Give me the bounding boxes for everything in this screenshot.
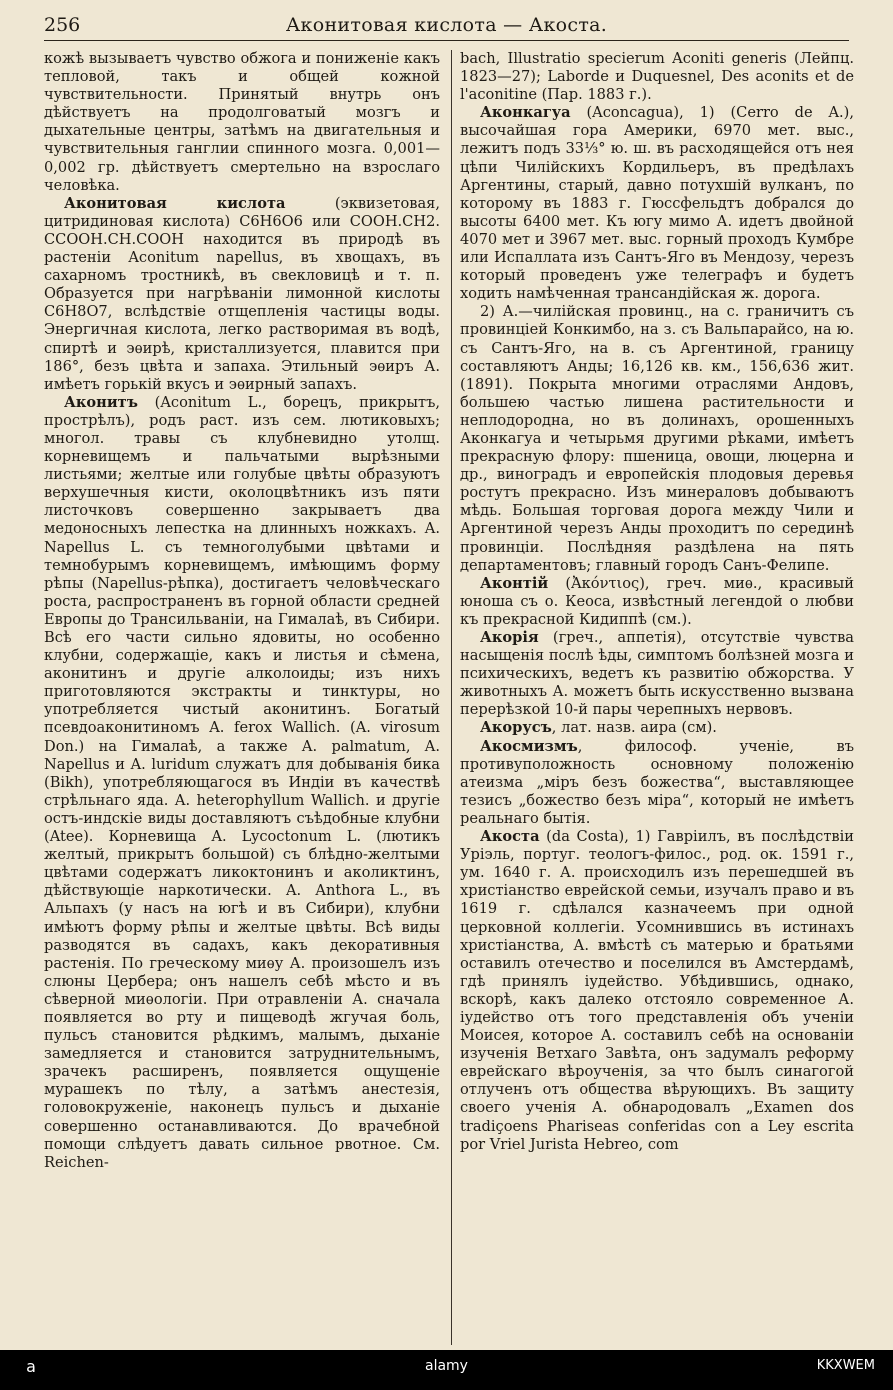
dictionary-entry <box>460 719 854 737</box>
entry-headword: Аконкагуа <box>480 104 571 122</box>
right-text-column <box>460 50 854 1350</box>
watermark-site: alamy <box>425 1358 468 1374</box>
paragraph: кожѣ вызываетъ чувство обжога и пониженіе какъ тепловой, такъ и общей кожной чувствительности. Принятый внутрь онъ дѣйствуетъ на продолговатый мозгъ и дыхательные центры, затѣмъ на двигательныя и чувствительныя ганглии спинного мозга. 0,001—0,002 гр. дѣйствуетъ смертельно на взрослаго человѣка. <box>44 50 440 194</box>
entry-headword: Аконтій <box>480 574 549 592</box>
dictionary-entry <box>44 394 440 1172</box>
entry-headword: Акосмизмъ <box>480 737 578 755</box>
entry-headword: Акоста <box>480 828 540 846</box>
entry-text: (da Costa), 1) Гавріилъ, въ послѣдствіи Уріэль, португ. теологъ-филос., род. ок. 1591 г., ум. 1640 г. А. происходилъ изъ перешедшей въ христіанство еврейской семьи, изучалъ право и въ 1619 г. сдѣлался казначеемъ при одной церковной коллегіи. Усомнившись въ истинахъ христіанства, А. вмѣстѣ съ матерью и братьями оставилъ отечество и поселился въ Амстердамѣ, гдѣ принялъ іудейство. Убѣдившись, однако, вскорѣ, какъ далеко отстояло современное А. іудейство отъ того представленія объ ученіи Моисея, которое А. составилъ себѣ на основаніи изученія Ветхаго Завѣта, онъ задумалъ реформу еврейскаго вѣроученія, за что былъ синагогой отлученъ отъ общества вѣрующихъ. Въ защиту своего ученія А. обнародовалъ „Examen dos tradiçoens Phariseas conferidas con a Ley escrita por Vriel Jurista Hebreo, com <box>460 828 854 1153</box>
dictionary-entry <box>460 738 854 828</box>
dictionary-entry <box>460 575 854 629</box>
dictionary-entry <box>460 828 854 1154</box>
entry-text: (Ἀκόντιος), греч. миѳ., красивый юноша съ о. Кеоса, извѣстный легендой о любви къ прекрасной Кидиппѣ (см.). <box>460 574 854 628</box>
entry-text: , философ. ученіе, въ противуположность основному положенію атеизма „міръ безъ божества“, выставляющее тезисъ „божество безъ міра“, который не имѣетъ реальнаго бытія. <box>460 737 854 827</box>
entry-text: , лат. назв. аира (см). <box>551 719 717 737</box>
paragraph: 2) А.—чилійская провинц., на с. граничитъ съ провинціей Конкимбо, на з. съ Вальпарайсо, на ю. съ Сантъ-Яго, на в. съ Аргентиной, границу составляютъ Анды; 16,126 кв. км., 156,636 жит. (1891). Покрыта многими отраслями Андовъ, большею частью лишена растительности и неплодородна, но въ долинахъ, орошенныхъ Аконкагуа и четырьмя другими рѣками, имѣетъ прекрасную флору: пшеница, овощи, люцерна и др., виноградъ и европейскія плодовыя деревья ростутъ прекрасно. Изъ минераловъ добываютъ мѣдь. Большая торговая дорога между Чили и Аргентиной черезъ Анды проходитъ по серединѣ провинціи. Послѣдняя раздѣлена на пять департаментовъ; главный городъ Санъ-Фелипе. <box>460 303 854 574</box>
page-header <box>44 12 849 41</box>
dictionary-entry <box>460 104 854 303</box>
running-head: Аконитовая кислота — Акоста. <box>285 14 608 36</box>
watermark-id: KKXWEM <box>816 1358 875 1373</box>
dictionary-entry <box>460 629 854 719</box>
entry-text: (Aconcagua), 1) (Cerro de A.), высочайшая гора Америки, 6970 мет. выс., лежитъ подъ 33⅓° ю. ш. въ расходящейся отъ нея цѣпи Чилійскихъ Кордильеръ, въ предѣлахъ Аргентины, старый, давно потухшій вулканъ, по которому въ 1883 г. Гюссфельдтъ добрался до высоты 6400 мет. Къ югу мимо А. идетъ двойной 4070 мет и 3967 мет. выс. горный проходъ Кумбре или Испаллата изъ Сантъ-Яго въ Мендозу, черезъ который проведенъ уже телеграфъ и будетъ ходить намѣченная трансандійская ж. дорога. <box>460 104 854 303</box>
entry-text: (эквизетовая, цитридиновая кислота) C6H6O6 или COOH.CH2. CCOOH.CH.COOH находится въ природѣ въ растеніи Aconitum napellus, въ хвощахъ, въ сахарномъ тростникѣ, въ свекловицѣ и т. п. Образуется при нагрѣваніи лимонной кислоты C6H8O7, вслѣдствіе отщепленія частицы воды. Энергичная кислота, легко растворимая въ водѣ, спиртѣ и эѳирѣ, кристаллизуется, плавится при 186°, безъ цвѣта и запаха. Этильный эѳиръ А. имѣетъ горькій вкусъ и эѳирный запахъ. <box>44 194 440 393</box>
paragraph: bach, Illustratio specierum Aconiti generis (Лейпц. 1823—27); Laborde и Duquesnel, Des aconits et de l'aconitine (Пар. 1883 г.). <box>460 50 854 104</box>
entry-headword: Аконитовая кислота <box>64 194 286 212</box>
dictionary-entry <box>44 195 440 394</box>
column-divider <box>451 50 452 1345</box>
entry-headword: Акорусъ <box>480 719 552 737</box>
watermark-logo: a <box>16 1352 46 1382</box>
entry-headword: Аконитъ <box>64 393 138 411</box>
entry-text: (греч., аппетія), отсутствіе чувства насыщенія послѣ ѣды, симптомъ болѣзней мозга и психическихъ, ведетъ къ развитію обжорства. У животныхъ А. можетъ быть искусственно вызвана перерѣзкой 10-й пары черепныхъ нервовъ. <box>460 629 854 719</box>
page-number: 256 <box>44 14 81 36</box>
entry-headword: Акорія <box>480 629 539 646</box>
left-text-column <box>44 50 440 1350</box>
entry-text: (Aconitum L., борецъ, прикрытъ, прострѣлъ), родъ раст. изъ сем. лютиковыхъ; многол. травы съ клубневидно утолщ. корневищемъ и пальчатыми вырѣзными листьями; желтые или голубые цвѣты образуютъ верхушечныя кисти, околоцвѣтникъ изъ пяти листочковъ совершенно закрываетъ два медоносныхъ лепестка на длинныхъ ножкахъ. A. Napellus L. съ темноголубыми цвѣтами и темнобурымъ корневищемъ, имѣющимъ форму рѣпы (Napellus-рѣпка), достигаетъ человѣческаго роста, распространенъ въ горной области средней Европы до Трансильваніи, на Гималаѣ, въ Сибири. Всѣ его части сильно ядовиты, но особенно клубни, содержащіе, какъ и листья и сѣмена, аконитинъ и другіе алколоиды; изъ нихъ приготовляются экстракты и тинктуры, но употребляется чистый аконитинъ. Богатый псевдоаконитиномъ A. ferox Wallich. (A. virosum Don.) на Гималаѣ, а также A. palmatum, A. Napellus и A. luridum служатъ для добыванія бика (Bikh), употребляющагося въ Индіи въ качествѣ стрѣльнаго яда. A. heterophyllum Wallich. и другіе остъ-индскіе виды доставляютъ съѣдобные клубни (Atee). Корневища A. Lycoctonum L. (лютикъ желтый, прикрытъ большой) съ блѣдно-желтыми цвѣтами содержатъ ликоктонинъ и аколиктинъ, дѣйствующіе наркотически. A. Anthora L., въ Альпахъ (у насъ на югѣ и въ Сибири), клубни имѣютъ форму рѣпы и желтые цвѣты. Всѣ виды разводятся въ садахъ, какъ декоративныя растенія. По греческому миѳу А. произошелъ изъ слюны Цербера; онъ нашелъ себѣ мѣсто и въ сѣверной миѳологіи. При отравленіи А. сначала появляется во рту и пищеводѣ жгучая боль, пульсъ становится рѣдкимъ, малымъ, дыханіе замедляется и становится затруднительнымъ, зрачекъ расширенъ, появляется ощущеніе мурашекъ по тѣлу, а затѣмъ анестезія, головокруженіе, наконецъ пульсъ и дыханіе совершенно останавливаются. До врачебной помощи слѣдуетъ давать сильное рвотное. См. Reichen- <box>44 393 440 1171</box>
